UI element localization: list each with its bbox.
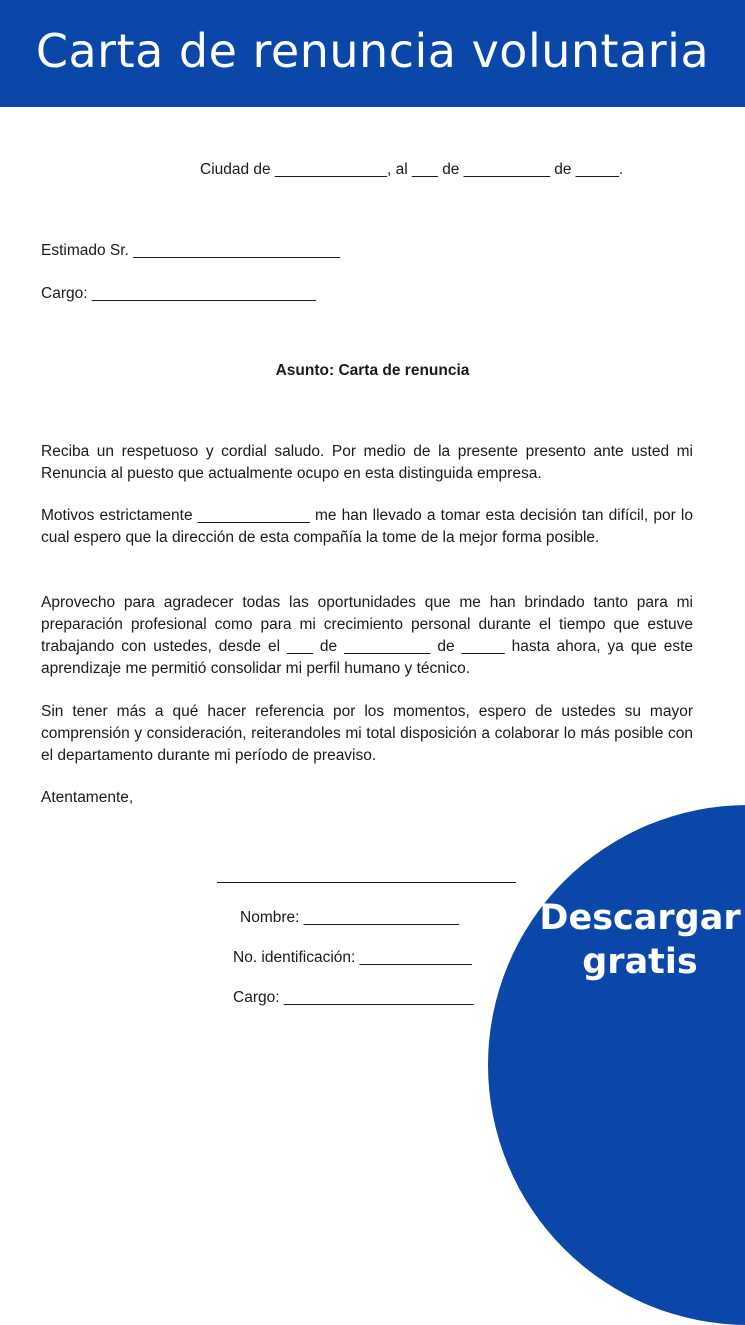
- download-button-label[interactable]: [535, 896, 745, 984]
- page-header: [0, 0, 745, 107]
- signature-id-field: No. identificación: _____________: [233, 949, 472, 966]
- download-label-line1: Descargar: [539, 898, 741, 938]
- recipient-name-line: Estimado Sr. ________________________: [41, 242, 341, 259]
- letter-paragraph: Sin tener más a qué hacer referencia por los momentos, espero de ustedes su mayor comprensión y consideración, reiterandoles mi total disposición a colaborar lo más posible con el departamento durante mi período de preaviso.: [41, 703, 693, 764]
- letter-closing: Atentamente,: [41, 789, 134, 806]
- download-label-line2: gratis: [582, 942, 698, 982]
- date-line: Ciudad de _____________, al ___ de __________ de _____.: [200, 161, 624, 178]
- letter-paragraph: Motivos estrictamente _____________ me han llevado a tomar esta decisión tan difícil, por lo cual espero que la dirección de esta compañía la tome de la mejor forma posible.: [41, 507, 693, 546]
- signature-name-field: Nombre: __________________: [240, 909, 459, 926]
- download-badge[interactable]: [488, 805, 745, 1325]
- signature-line: [217, 882, 516, 883]
- letter-subject: Asunto: Carta de renuncia: [275, 362, 470, 379]
- letter-paragraph: Reciba un respetuoso y cordial saludo. Por medio de la presente presento ante usted mi Renuncia al puesto que actualmente ocupo en esta distinguida empresa.: [41, 443, 693, 482]
- page-title: Carta de renuncia voluntaria: [35, 23, 710, 78]
- letter-paragraph: Aprovecho para agradecer todas las oportunidades que me han brindado tanto para mi preparación profesional como para mi crecimiento personal durante el tiempo que estuve trabajando con ustedes, desde el ___ de __________ de _____ hasta ahora, ya que este aprendizaje me permitió consolidar mi perfil humano y técnico.: [41, 594, 693, 677]
- signature-role-field: Cargo: ______________________: [233, 989, 474, 1006]
- recipient-role-line: Cargo: __________________________: [41, 285, 316, 302]
